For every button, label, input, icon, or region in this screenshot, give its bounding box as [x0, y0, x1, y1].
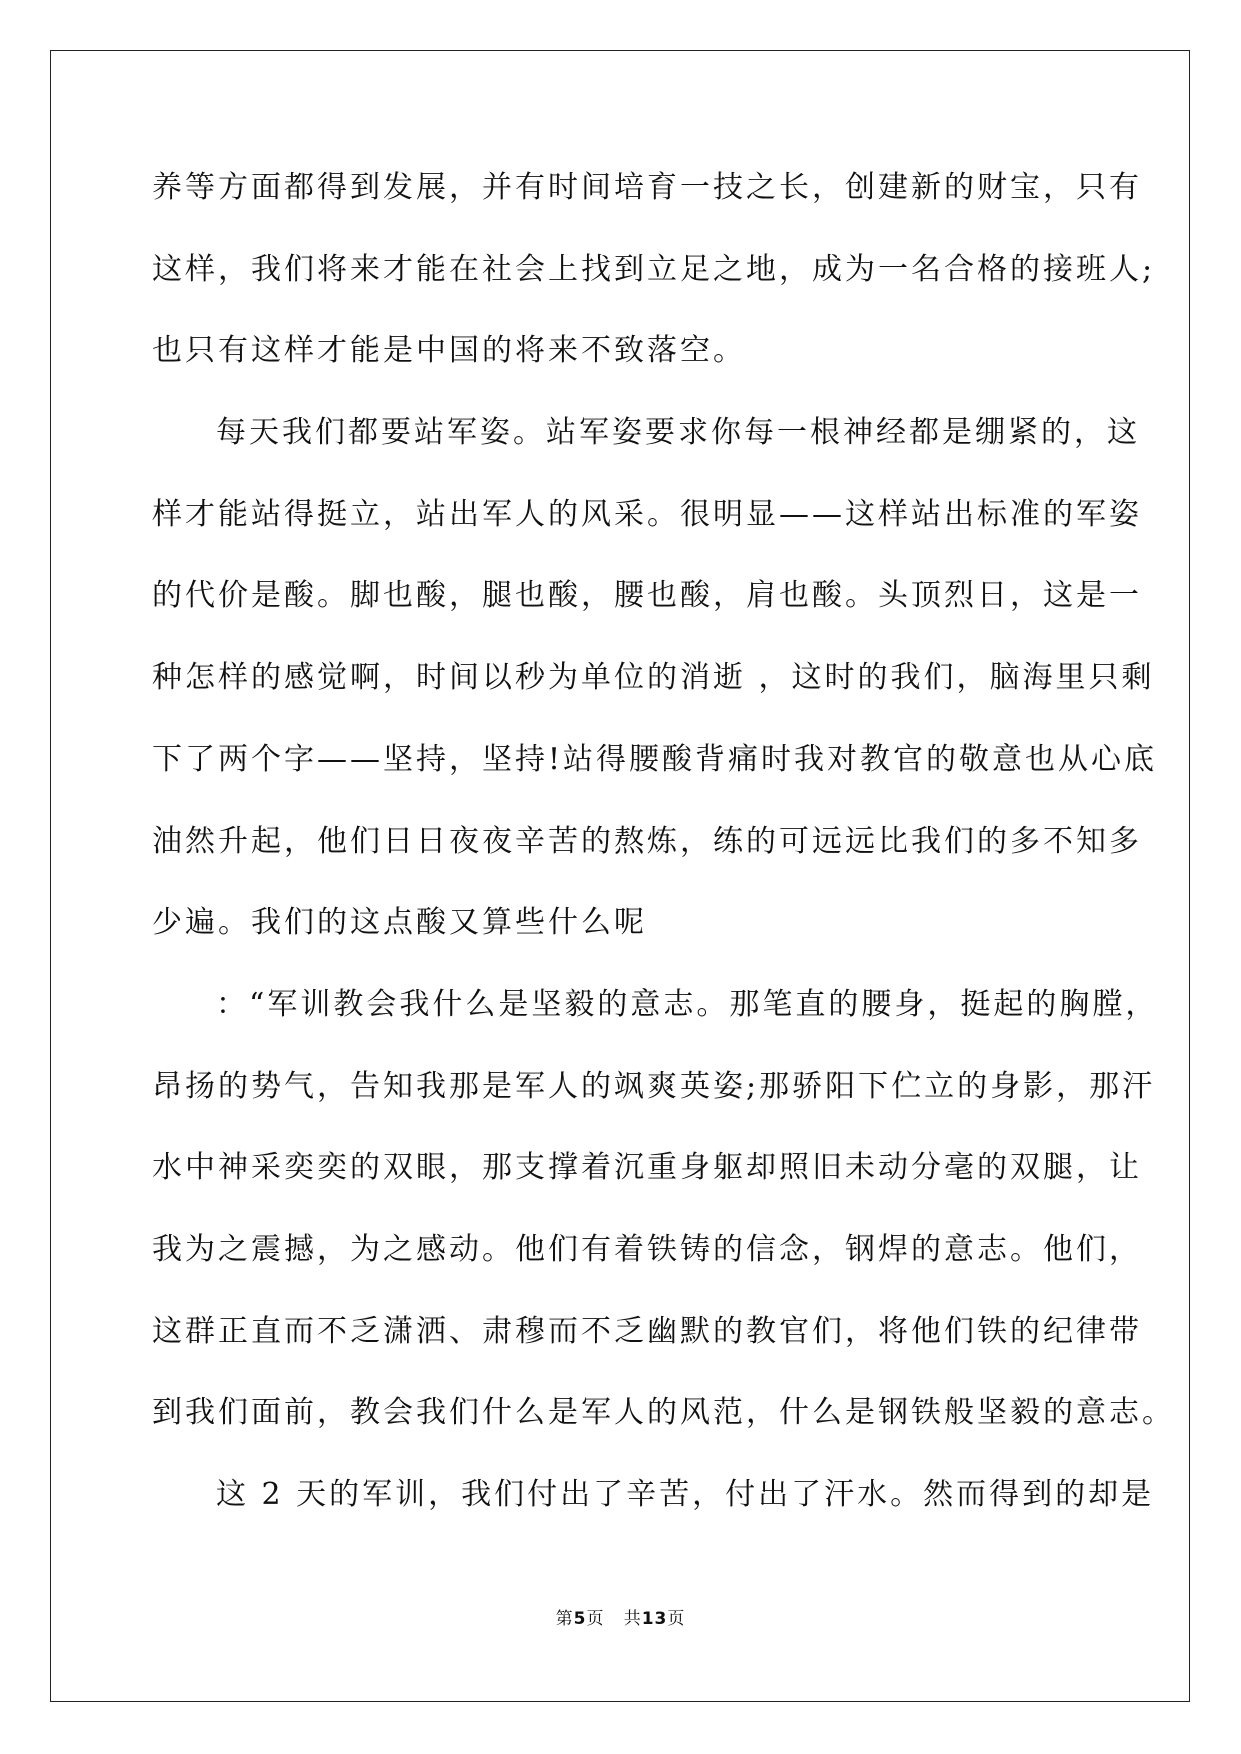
text-line-12: 昂扬的势气，告知我那是军人的飒爽英姿;那骄阳下伫立的身影，那汗 — [152, 1068, 1156, 1104]
page-prefix: 第 — [555, 1609, 574, 1629]
text-line-6: 的代价是酸。脚也酸，腿也酸，腰也酸，肩也酸。头顶烈日，这是一 — [152, 578, 1142, 614]
text-line-5: 样才能站得挺立，站出军人的风采。很明显——这样站出标准的军姿 — [152, 496, 1142, 532]
text-line-17: 这 2 天的军训，我们付出了辛苦，付出了汗水。然而得到的却是 — [216, 1477, 1155, 1512]
total-suffix: 页 — [667, 1609, 686, 1629]
total-prefix: 共 — [623, 1609, 642, 1629]
text-line-16: 到我们面前，教会我们什么是军人的风范，什么是钢铁般坚毅的意志。 — [152, 1395, 1175, 1431]
text-line-14: 我为之震撼，为之感动。他们有着铁铸的信念，钢焊的意志。他们， — [152, 1231, 1142, 1267]
total-pages: 13 — [641, 1609, 668, 1629]
text-line-7: 种怎样的感觉啊，时间以秒为单位的消逝 ，这时的我们，脑海里只剩 — [152, 660, 1155, 696]
text-line-8: 下了两个字——坚持，坚持!站得腰酸背痛时我对教官的敬意也从心底 — [152, 741, 1158, 777]
text-line-2: 这样，我们将来才能在社会上找到立足之地，成为一名合格的接班人; — [152, 251, 1156, 287]
page-suffix: 页 — [586, 1609, 605, 1629]
text-line-13: 水中神采奕奕的双眼，那支撑着沉重身躯却照旧未动分毫的双腿，让 — [152, 1150, 1142, 1186]
text-line-9: 油然升起，他们日日夜夜辛苦的熬炼，练的可远远比我们的多不知多 — [152, 823, 1142, 859]
text-line-10: 少遍。我们的这点酸又算些什么呢 — [152, 905, 647, 941]
text-line-1: 养等方面都得到发展，并有时间培育一技之长，创建新的财宝，只有 — [152, 170, 1142, 205]
text-line-3: 也只有这样才能是中国的将来不致落空。 — [152, 333, 746, 369]
text-line-4: 每天我们都要站军姿。站军姿要求你每一根神经都是绷紧的，这 — [216, 415, 1140, 451]
text-line-11: ：“军训教会我什么是坚毅的意志。那笔直的腰身，挺起的胸膛， — [216, 986, 1159, 1022]
page-number: 5 — [573, 1609, 587, 1629]
document-body — [152, 163, 1175, 1552]
page-footer — [0, 1608, 1241, 1630]
text-line-15: 这群正直而不乏潇洒、肃穆而不乏幽默的教官们，将他们铁的纪律带 — [152, 1313, 1142, 1349]
